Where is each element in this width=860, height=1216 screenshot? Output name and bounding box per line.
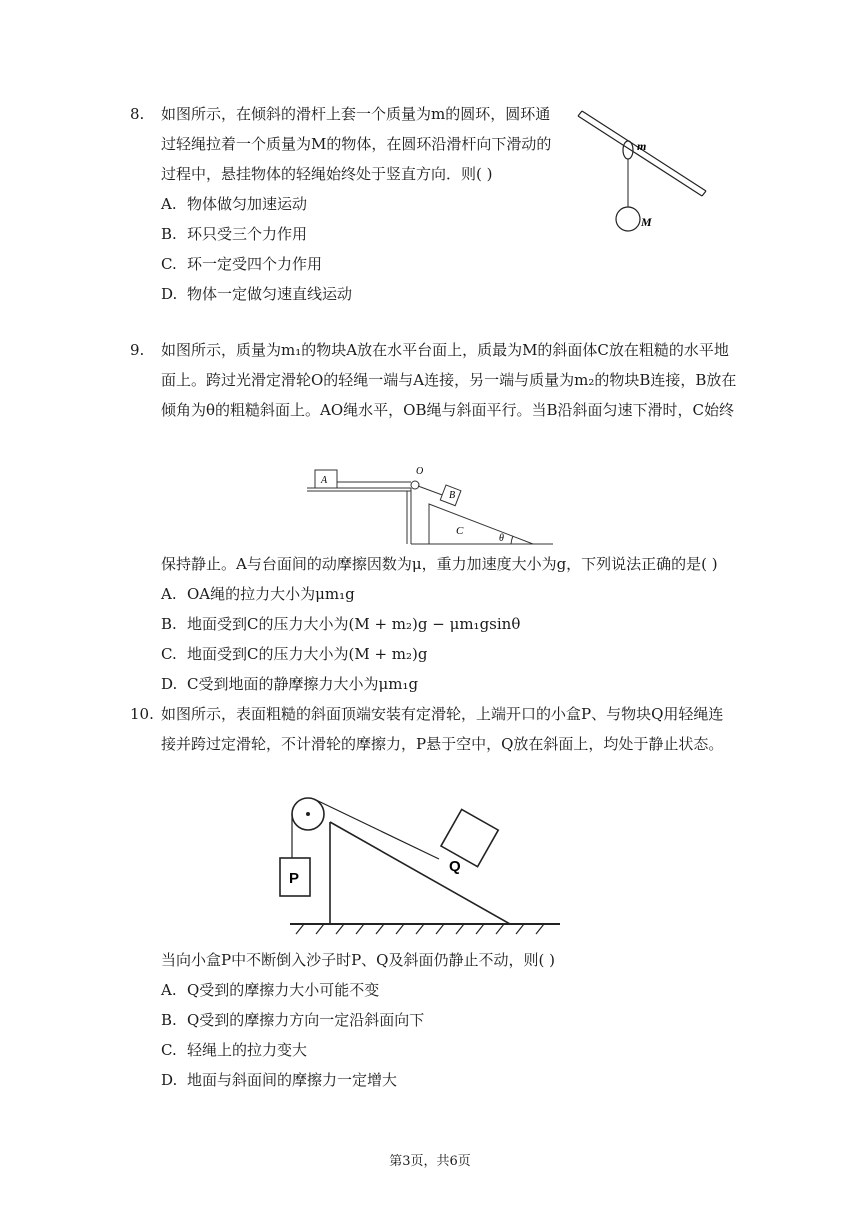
question-10-option-a: A. Q受到的摩擦力大小可能不变 [161,981,380,999]
question-10-line: 如图所示，表面粗糙的斜面顶端安装有定滑轮，上端开口的小盒P、与物块Q用轻绳连 [161,705,724,723]
table-top [307,488,411,544]
question-10-line: 接并跨过定滑轮，不计滑轮的摩擦力，P悬于空中，Q放在斜面上，均处于静止状态。 [161,735,724,753]
question-10-option-b: B. Q受到的摩擦力方向一定沿斜面向下 [161,1011,425,1029]
pulley-o-label: O [416,466,424,477]
sliding-rod [578,111,706,196]
question-10-number: 10. [130,705,154,723]
question-9-line: 保持静止。A与台面间的动摩擦因数为μ，重力加速度大小为g，下列说法正确的是( ) [161,555,718,573]
incline-c [429,504,533,544]
question-8-line: 如图所示，在倾斜的滑杆上套一个质量为m的圆环，圆环通 [161,105,551,123]
angle-theta-label: θ [499,533,504,544]
ball-label: M [641,215,652,229]
block-b-label: B [449,490,456,501]
question-9-line: 如图所示，质量为m₁的物块A放在水平台面上，质最为M的斜面体C放在粗糙的水平地 [161,341,729,359]
question-10-line: 当向小盒P中不断倒入沙子时P、Q及斜面仍静止不动，则( ) [161,951,555,969]
question-8-option-a: A. 物体做匀加速运动 [161,195,308,213]
question-9-line: 倾角为θ的粗糙斜面上。AO绳水平，OB绳与斜面平行。当B沿斜面匀速下滑时，C始终 [161,401,734,419]
question-8-line: 过轻绳拉着一个质量为M的物体，在圆环沿滑杆向下滑动的 [161,135,552,153]
question-9-number: 9. [130,341,145,359]
block-q-label: Q [449,858,461,875]
rope-ob [418,486,445,496]
question-9-line: 面上。跨过光滑定滑轮O的轻绳一端与A连接，另一端与质量为m₂的物块B连接，B放在 [161,371,737,389]
question-9-option-b: B. 地面受到C的压力大小为(M + m₂)g − μm₁gsinθ [161,615,521,633]
question-9-option-d: D. C受到地面的静摩擦力大小为μm₁g [161,675,419,693]
hanging-ball [616,207,640,231]
incline-c-label: C [456,525,464,537]
box-p-label: P [289,870,300,887]
rope-to-q [314,799,439,859]
question-10-figure [270,780,570,938]
question-8-number: 8. [130,105,145,123]
ground-hatching [296,924,544,934]
question-8-line: 过程中，悬挂物体的轻绳始终处于竖直方向．则( ) [161,165,493,183]
question-9-figure [305,460,555,550]
pulley-axle [306,812,310,816]
page-footer: 第3页，共6页 [389,1154,471,1169]
question-9-option-c: C. 地面受到C的压力大小为(M + m₂)g [161,645,428,663]
question-8-option-c: C. 环一定受四个力作用 [161,255,323,273]
question-8-option-b: B. 环只受三个力作用 [161,225,308,243]
question-8-figure [570,108,710,238]
question-8-option-d: D. 物体一定做匀速直线运动 [161,285,353,303]
ring-label: m [637,139,647,153]
pulley-o [411,481,419,489]
question-10-option-c: C. 轻绳上的拉力变大 [161,1041,308,1059]
question-9-option-a: A. OA绳的拉力大小为μm₁g [161,585,355,603]
question-10-option-d: D. 地面与斜面间的摩擦力一定增大 [161,1071,398,1089]
block-a-label: A [321,475,328,486]
